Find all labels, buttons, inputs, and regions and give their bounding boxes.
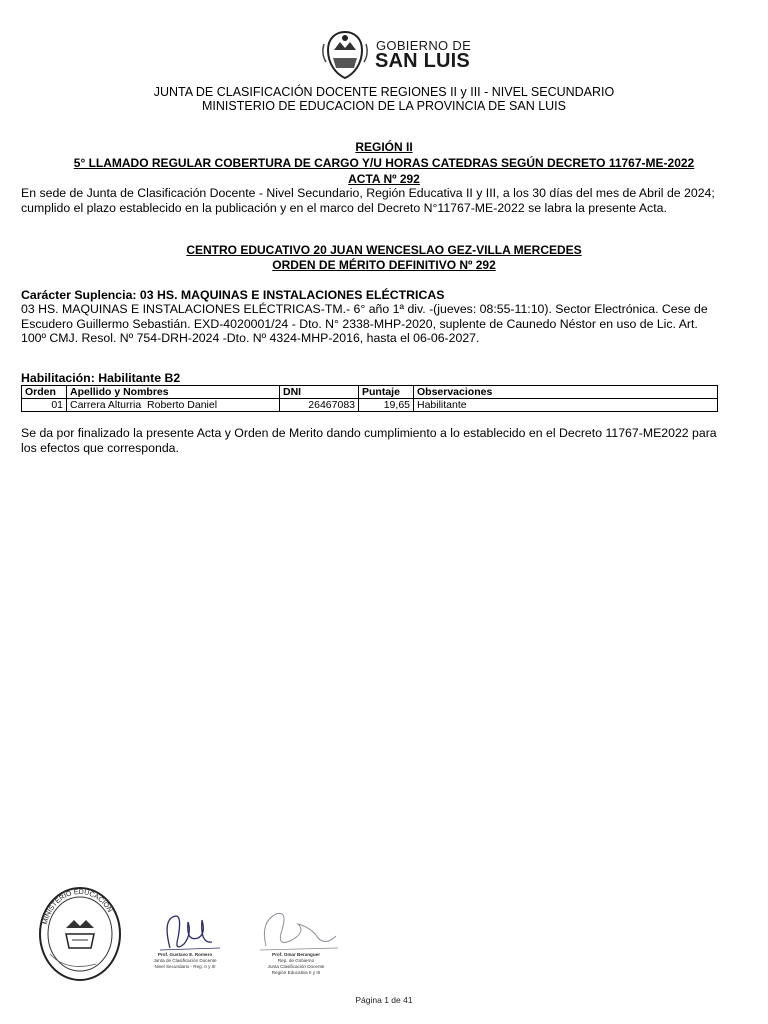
col-header-observaciones: Observaciones	[414, 386, 718, 399]
acta-title: ACTA Nº 292	[348, 172, 420, 186]
col-header-puntaje: Puntaje	[359, 386, 414, 399]
habilitacion-heading: Habilitación: Habilitante B2	[21, 371, 181, 385]
orden-merito-title: ORDEN DE MÉRITO DEFINITIVO Nº 292	[272, 258, 496, 272]
caracter-heading: Carácter Suplencia: 03 HS. MAQUINAS E INSTALACIONES ELÉCTRICAS	[21, 288, 445, 302]
header-line2: MINISTERIO DE EDUCACION DE LA PROVINCIA DE SAN LUIS	[202, 99, 566, 113]
sig1-line3: Nivel Secundario - Reg. II y III	[154, 964, 216, 969]
page-number: Página 1 de 41	[355, 995, 413, 1005]
cell-observaciones: Habilitante	[414, 399, 718, 412]
orden-merito-table	[21, 385, 718, 412]
handwritten-signature-1	[140, 908, 230, 958]
llamado-title: 5° LLAMADO REGULAR COBERTURA DE CARGO Y/U HORAS CATEDRAS SEGÚN DECRETO 11767-ME-2022	[73, 156, 695, 170]
region-title: REGIÓN II	[355, 140, 413, 154]
intro-paragraph: En sede de Junta de Clasificación Docente - Nivel Secundario, Región Educativa II y III, a los 30 días del mes de Abril de 2024; cumplido el plazo establecido en la publicación y en el marco del Decreto N°11767-ME-2022 se labra la presente Acta.	[21, 186, 715, 215]
cell-dni: 26467083	[280, 399, 359, 412]
col-header-orden: Orden	[22, 386, 67, 399]
sig2-line2: Rep. de Gobierno	[277, 958, 315, 963]
header-line1: JUNTA DE CLASIFICACIÓN DOCENTE REGIONES II y III - NIVEL SECUNDARIO	[153, 85, 615, 99]
sig2-name: Prof. Omar Beranguer	[272, 952, 320, 957]
cell-apellido: Carrera Alturria Roberto Daniel	[67, 399, 280, 412]
signature-romero	[140, 908, 230, 980]
gobierno-san-luis-logo	[318, 28, 472, 80]
sig1-line2: Junta de Clasificación Docente	[153, 958, 217, 963]
logo-line2: SAN LUIS	[375, 50, 470, 72]
logo-line1: GOBIERNO DE	[376, 38, 472, 53]
cell-puntaje: 19,65	[359, 399, 414, 412]
centro-title: CENTRO EDUCATIVO 20 JUAN WENCESLAO GEZ-VILLA MERCEDES	[186, 243, 582, 257]
sig2-line3: Junta Clasificación Docente	[267, 964, 325, 969]
table-row	[22, 399, 718, 412]
detalle-paragraph: 03 HS. MAQUINAS E INSTALACIONES ELÉCTRICAS-TM.- 6° año 1ª div. -(jueves: 08:55-11:10). Sector Electrónica. Cese de Escudero Guillermo Sebastián. EXD-4020001/24 - Dto. N° 2338-MHP-2020, suplente de Caunedo Néstor en uso de Lic. Art. 100º CMJ. Resol. Nº 754-DRH-2024 -Dto. Nº 4324-MHP-2016, hasta el 06-06-2027.	[21, 302, 708, 345]
col-header-dni: DNI	[280, 386, 359, 399]
col-header-apellido: Apellido y Nombres	[67, 386, 280, 399]
sig2-line4: Región Educativa II y III	[271, 970, 321, 975]
signature-beranguer	[246, 908, 346, 980]
cierre-paragraph: Se da por finalizado la presente Acta y Orden de Merito dando cumplimiento a lo establecido en el Decreto 11767-ME2022 para los efectos que corresponda.	[21, 426, 717, 455]
table-header-row	[22, 386, 718, 399]
ministerio-stamp	[36, 884, 124, 984]
sig1-name: Prof. Gustavo E. Romero	[157, 952, 213, 957]
cell-orden: 01	[22, 399, 67, 412]
stamp-seal-icon	[36, 884, 124, 984]
san-luis-crest-icon	[318, 28, 372, 80]
stamp-text: MINISTERIO EDUCACIÓN	[41, 888, 114, 926]
handwritten-signature-2	[246, 908, 346, 958]
